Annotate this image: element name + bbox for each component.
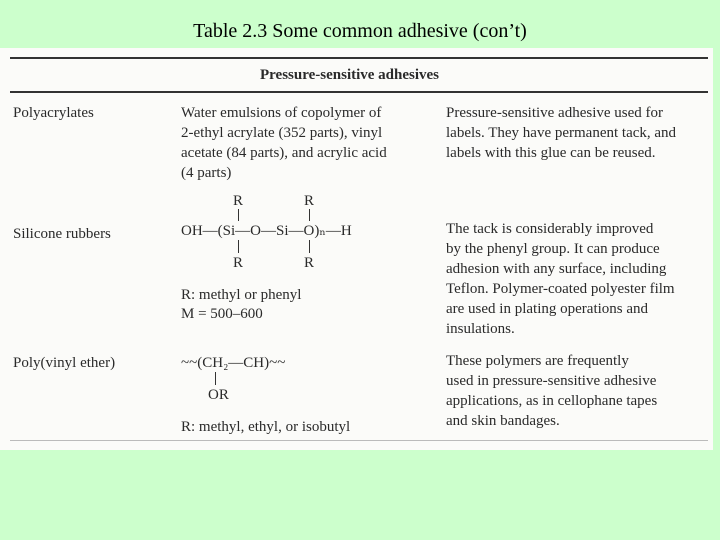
header-rule [10, 91, 708, 93]
composition-line: acetate (84 parts), and acrylic acid [181, 145, 387, 161]
row-name-polyacrylates: Polyacrylates [13, 105, 94, 121]
vinyl-ether-formula: ~~(CH₂—CH)~~ [181, 355, 286, 371]
bottom-rule [10, 440, 708, 441]
uses-line: labels with this glue can be reused. [446, 145, 656, 161]
uses-line: Teflon. Polymer-coated polyester film [446, 281, 675, 297]
composition-line: R: methyl, ethyl, or isobutyl [181, 419, 351, 435]
row-name-silicone-rubbers: Silicone rubbers [13, 226, 111, 242]
uses-line: and skin bandages. [446, 413, 560, 429]
composition-line: (4 parts) [181, 165, 232, 181]
uses-line: Pressure-sensitive adhesive used for [446, 105, 664, 121]
formula-r-bottom-1: R [233, 255, 244, 271]
bond-line [215, 372, 216, 385]
uses-line: The tack is considerably improved [446, 221, 654, 237]
silicone-formula: OH—(Si—O—Si—O)ₙ—H [181, 223, 352, 239]
formula-side-group: OR [208, 387, 229, 403]
section-header: Pressure-sensitive adhesives [260, 67, 440, 83]
composition-line: Water emulsions of copolymer of [181, 105, 382, 121]
bond-line [309, 240, 310, 253]
uses-line: by the phenyl group. It can produce [446, 241, 660, 257]
scanned-table [0, 48, 713, 450]
uses-line: adhesion with any surface, including [446, 261, 667, 277]
bond-line [309, 209, 310, 221]
composition-line: R: methyl or phenyl [181, 287, 302, 303]
uses-line: insulations. [446, 321, 515, 337]
top-rule [10, 57, 708, 59]
composition-line: 2-ethyl acrylate (352 parts), vinyl [181, 125, 383, 141]
uses-line: used in pressure-sensitive adhesive [446, 373, 657, 389]
uses-line: These polymers are frequently [446, 353, 629, 369]
uses-line: are used in plating operations and [446, 301, 649, 317]
bond-line [238, 240, 239, 253]
formula-r-bottom-2: R [304, 255, 315, 271]
composition-line: M = 500–600 [181, 306, 263, 322]
uses-line: labels. They have permanent tack, and [446, 125, 677, 141]
formula-r-top-2: R [304, 193, 315, 209]
row-name-poly-vinyl-ether: Poly(vinyl ether) [13, 355, 116, 371]
formula-r-top-1: R [233, 193, 244, 209]
bond-line [238, 209, 239, 221]
slide-title: Table 2.3 Some common adhesive (con’t) [193, 20, 527, 42]
uses-line: applications, as in cellophane tapes [446, 393, 658, 409]
